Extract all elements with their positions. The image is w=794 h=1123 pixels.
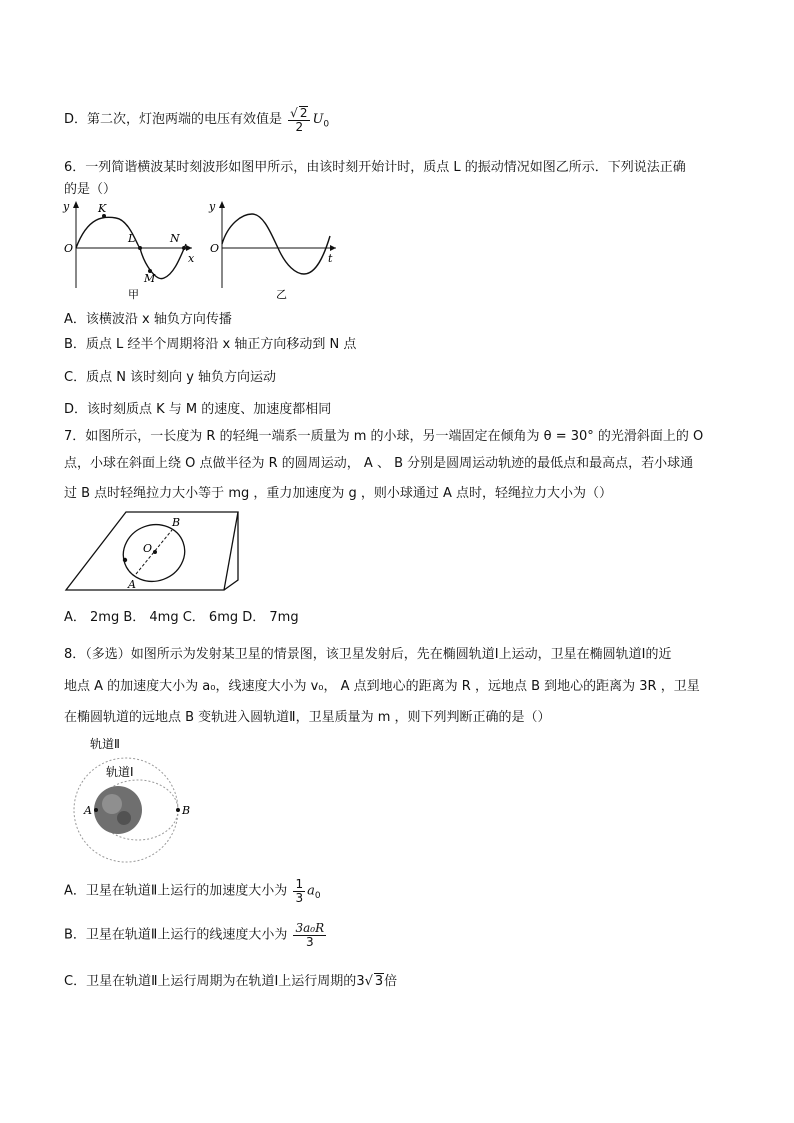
q7-stem-line1: 7．如图所示，一长度为 R 的轻绳一端系一质量为 m 的小球，另一端固定在倾角为 θ = 30° 的光滑斜面上的 O (64, 429, 704, 444)
q8-stem-line1: 8．（多选）如图所示为发射某卫星的情景图，该卫星发射后，先在椭圆轨道Ⅰ上运动，卫星在椭圆轨道Ⅰ的近 (64, 647, 672, 662)
y-axis-label: y (209, 200, 216, 213)
figure-caption-jia: 甲 (128, 288, 139, 301)
q7-options: A． 2mg B． 4mg C． 6mg D． 7mg (64, 610, 299, 625)
q6-option-b: B．质点 L 经半个周期将沿 x 轴正方向移动到 N 点 (64, 337, 357, 352)
q7-stem-line2: 点，小球在斜面上绕 O 点做半径为 R 的圆周运动， A 、 B 分别是圆周运动轨迹的最低点和最高点，若小球通 (64, 456, 694, 471)
point-a-label: A (128, 578, 136, 591)
point-m-label: M (144, 272, 156, 285)
point-l-label: L (128, 232, 136, 245)
fraction-sqrt2-over-2: $\frac{√ 2}{2}$ (288, 106, 310, 133)
q7-stem-line3: 过 B 点时轻绳拉力大小等于 mg ，重力加速度为 g ，则小球通过 A 点时，轻绳拉力大小为（） (64, 486, 613, 501)
incline-figure (62, 508, 242, 594)
q6-option-d: D．该时刻质点 K 与 M 的速度、加速度都相同 (64, 402, 332, 417)
q6-stem-line1: 6．一列简谐横波某时刻波形如图甲所示，由该时刻开始计时，质点 L 的振动情况如图乙所示．下列说法正确 (64, 160, 686, 175)
q8-option-a: A．卫星在轨道Ⅱ上运行的加速度大小为 $\frac{1}{3}$ $a_0$ (64, 877, 321, 905)
point-k-label: K (98, 202, 107, 215)
q8-option-b: B．卫星在轨道Ⅱ上运行的线速度大小为 $\frac{\text{3a₀R}}{3}$ (64, 921, 325, 949)
q6-option-a: A．该横波沿 x 轴负方向传播 (64, 312, 232, 327)
origin-label: O (64, 242, 74, 255)
point-o-label: O (143, 542, 153, 555)
point-b-label: B (172, 516, 181, 529)
point-n-label: N (170, 232, 180, 245)
q8-option-c: C．卫星在轨道Ⅱ上运行周期为在轨道Ⅰ上运行周期的3√ 3倍 (64, 974, 398, 989)
q6-stem-line2: 的是（） (64, 182, 117, 197)
origin-label: O (210, 242, 220, 255)
t-axis-label: t (328, 252, 333, 265)
orbit-figure (62, 732, 192, 864)
wave-figure-yi (206, 196, 342, 302)
wave-figure-jia (60, 196, 200, 302)
q6-option-c: C．质点 N 该时刻向 y 轴负方向运动 (64, 370, 277, 385)
q8-stem-line2: 地点 A 的加速度大小为 a₀，线速度大小为 v₀， A 点到地心的距离为 R ，远地点 B 到地心的距离为 3R ，卫星 (64, 679, 700, 694)
fraction-one-third: $\frac{1}{3}$ (295, 877, 304, 905)
figure-caption-yi: 乙 (276, 288, 287, 301)
y-axis-label: y (63, 200, 70, 213)
q5-option-d: D．第二次，灯泡两端的电压有效值是 $\frac{√ 2}{2}$ $U_0$ (64, 106, 330, 134)
q8-stem-line3: 在椭圆轨道的远地点 B 变轨进入圆轨道Ⅱ，卫星质量为 m ，则下列判断正确的是（） (64, 710, 551, 725)
point-a-label: A (84, 804, 92, 817)
orbit-2-label: 轨道Ⅱ (90, 737, 120, 751)
fraction-3a0R-over-3: $\frac{\text{3a₀R}}{3}$ (295, 921, 325, 949)
point-b-label: B (182, 804, 191, 817)
x-axis-label: x (188, 252, 195, 265)
orbit-1-label: 轨道Ⅰ (106, 765, 134, 779)
